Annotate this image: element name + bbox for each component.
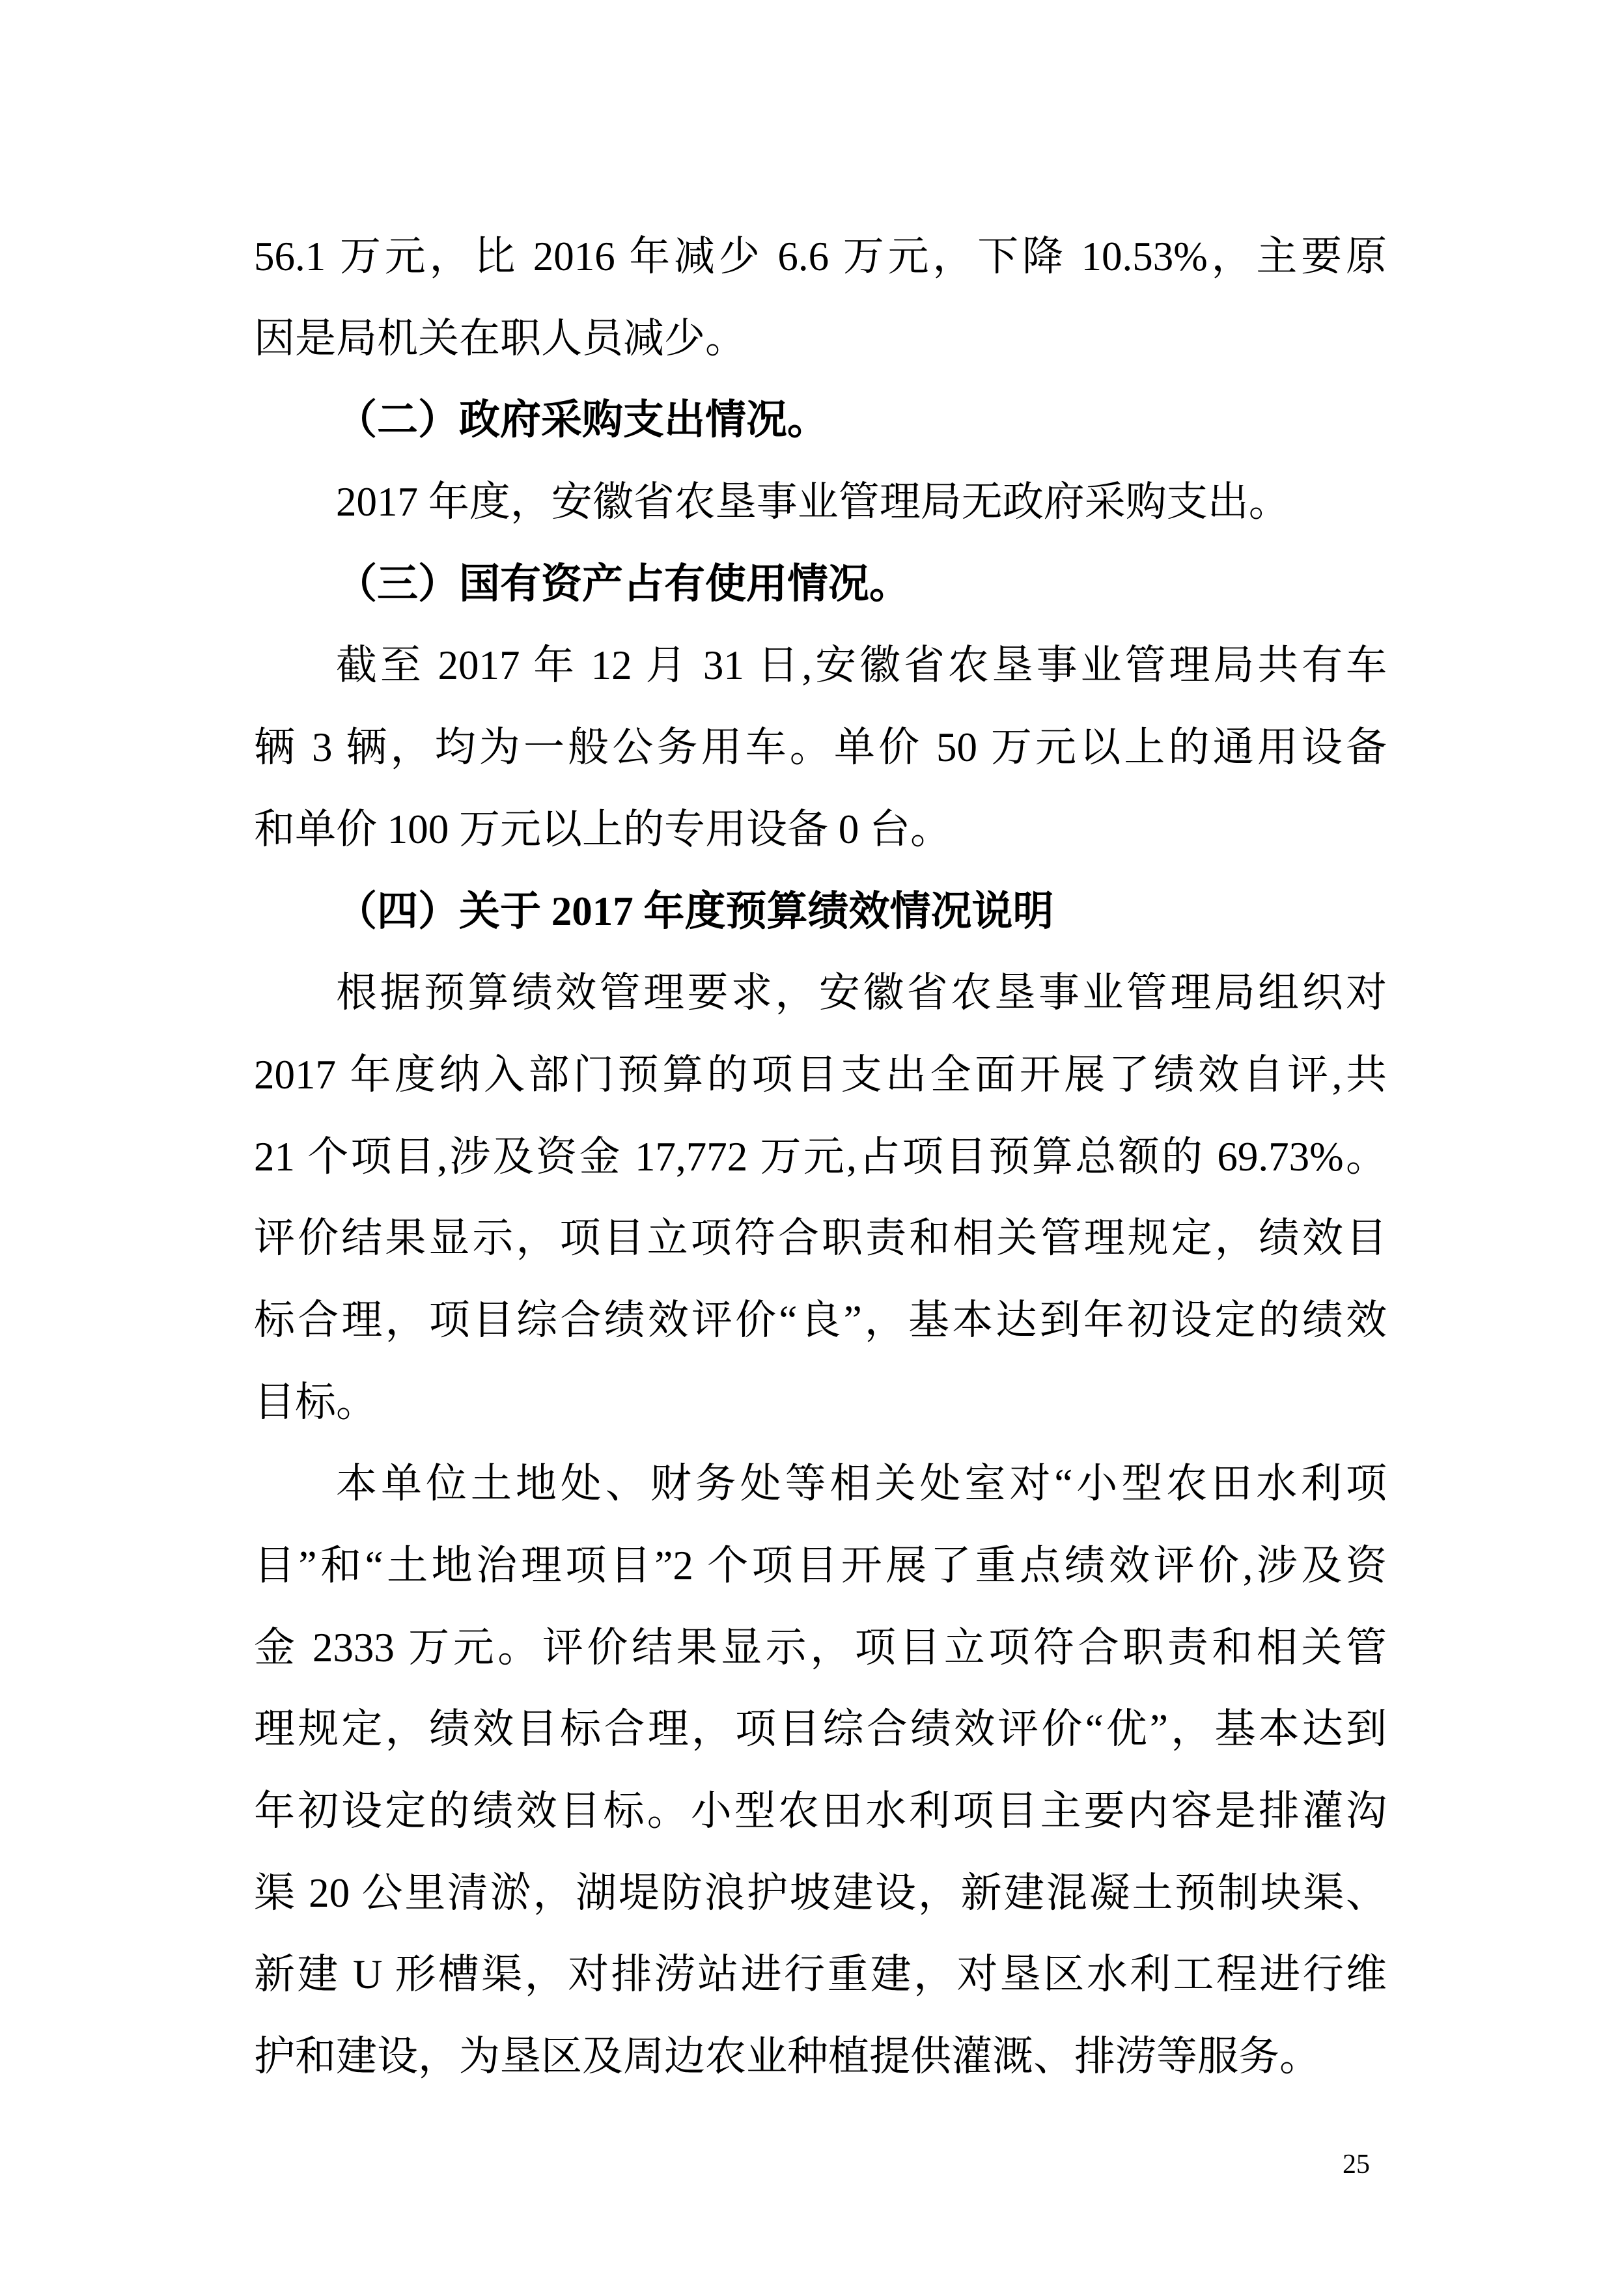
text-line: 渠 20 公里清淤，湖堤防浪护坡建设，新建混凝土预制块渠、	[254, 1870, 1387, 1916]
text-line: 56.1 万元，比 2016 年减少 6.6 万元，下降 10.53%，主要原	[254, 234, 1387, 279]
document-body	[254, 216, 1387, 2098]
section-heading-4: （四）关于 2017 年度预算绩效情况说明	[336, 888, 1054, 934]
text-line: 新建 U 形槽渠，对排涝站进行重建，对垦区水利工程进行维	[254, 1952, 1387, 1998]
text-line: 辆 3 辆，均为一般公务用车。单价 50 万元以上的通用设备	[254, 725, 1387, 771]
text-line: 截至 2017 年 12 月 31 日,安徽省农垦事业管理局共有车	[336, 643, 1387, 689]
text-line: 根据预算绩效管理要求，安徽省农垦事业管理局组织对	[336, 970, 1387, 1016]
text-line: 2017 年度，安徽省农垦事业管理局无政府采购支出。	[336, 479, 1290, 525]
text-line: 和单价 100 万元以上的专用设备 0 台。	[254, 806, 951, 852]
text-line: 21 个项目,涉及资金 17,772 万元,占项目预算总额的 69.73%。	[254, 1133, 1387, 1180]
text-line: 2017 年度纳入部门预算的项目支出全面开展了绩效自评,共	[254, 1051, 1387, 1098]
page-number: 25	[1343, 2150, 1370, 2179]
text-line: 金 2333 万元。评价结果显示，项目立项符合职责和相关管	[254, 1624, 1387, 1670]
text-line: 因是局机关在职人员减少。	[254, 315, 746, 361]
text-line: 理规定，绩效目标合理，项目综合绩效评价“优”，基本达到	[254, 1706, 1387, 1752]
text-line: 年初设定的绩效目标。小型农田水利项目主要内容是排灌沟	[254, 1788, 1387, 1834]
text-line: 本单位土地处、财务处等相关处室对“小型农田水利项	[336, 1461, 1387, 1507]
text-line: 评价结果显示，项目立项符合职责和相关管理规定，绩效目	[254, 1215, 1387, 1262]
section-heading-3: （三）国有资产占有使用情况。	[336, 560, 910, 607]
text-line: 目”和“土地治理项目”2 个项目开展了重点绩效评价,涉及资	[254, 1543, 1387, 1588]
text-line: 护和建设，为垦区及周边农业种植提供灌溉、排涝等服务。	[254, 2034, 1320, 2080]
text-line: 目标。	[254, 1379, 377, 1425]
text-line: 标合理，项目综合绩效评价“良”，基本达到年初设定的绩效	[254, 1297, 1387, 1343]
section-heading-2: （二）政府采购支出情况。	[336, 397, 828, 443]
